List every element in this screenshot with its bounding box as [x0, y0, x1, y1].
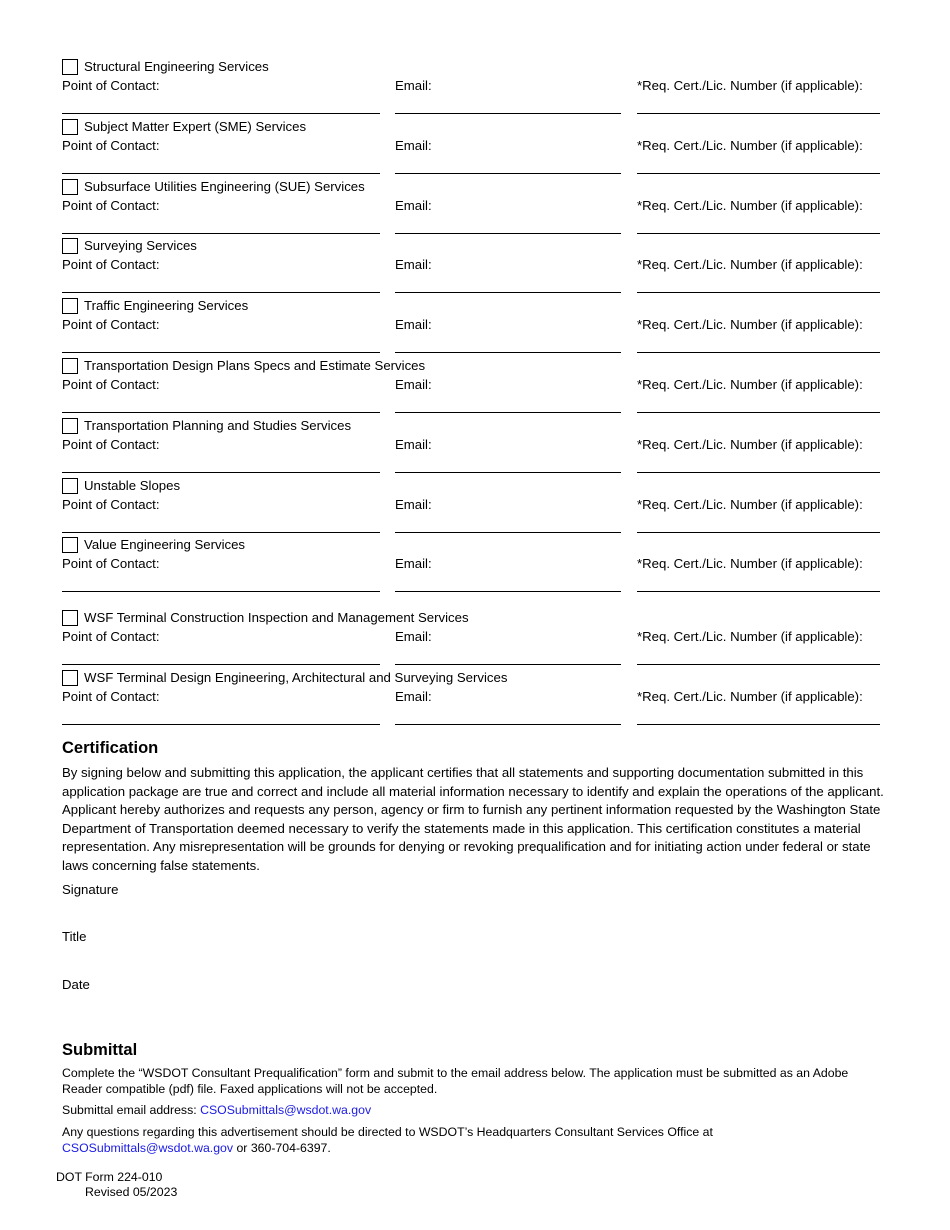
point-of-contact-label: Point of Contact:	[62, 497, 160, 512]
questions-text	[62, 1124, 862, 1156]
service-checkbox[interactable]	[62, 418, 78, 434]
cert-number-label: *Req. Cert./Lic. Number (if applicable):	[637, 198, 863, 213]
email-label: Email:	[395, 437, 432, 452]
submittal-email-line	[62, 1102, 862, 1118]
service-name: Surveying Services	[84, 238, 197, 253]
service-checkbox[interactable]	[62, 238, 78, 254]
point-of-contact-input[interactable]	[62, 334, 380, 353]
point-of-contact-input[interactable]	[62, 454, 380, 473]
point-of-contact-label: Point of Contact:	[62, 257, 160, 272]
cert-number-input[interactable]	[637, 646, 880, 665]
service-name: Transportation Design Plans Specs and Estimate Services	[84, 358, 426, 373]
service-checkbox[interactable]	[62, 610, 78, 626]
cert-number-label: *Req. Cert./Lic. Number (if applicable):	[637, 257, 863, 272]
email-label: Email:	[395, 629, 432, 644]
submittal-heading: Submittal	[62, 1041, 138, 1059]
point-of-contact-input[interactable]	[62, 514, 380, 533]
email-label: Email:	[395, 78, 432, 93]
questions-suffix: or 360-704-6397.	[233, 1141, 331, 1155]
cert-number-label: *Req. Cert./Lic. Number (if applicable):	[637, 377, 863, 392]
service-checkbox[interactable]	[62, 478, 78, 494]
cert-number-input[interactable]	[637, 274, 880, 293]
email-label: Email:	[395, 689, 432, 704]
email-label: Email:	[395, 556, 432, 571]
service-checkbox[interactable]	[62, 119, 78, 135]
email-label: Email:	[395, 317, 432, 332]
service-row	[0, 670, 950, 740]
service-name: Subject Matter Expert (SME) Services	[84, 119, 307, 134]
service-checkbox[interactable]	[62, 537, 78, 553]
questions-prefix: Any questions regarding this advertisement should be directed to WSDOT’s Headquarters Consultant Services Office at	[62, 1125, 713, 1139]
cert-number-input[interactable]	[637, 334, 880, 353]
cert-number-label: *Req. Cert./Lic. Number (if applicable):	[637, 437, 863, 452]
service-row	[0, 537, 950, 607]
title-label: Title	[62, 929, 87, 944]
submittal-email-label: Submittal email address:	[62, 1103, 201, 1117]
email-input[interactable]	[395, 706, 621, 725]
email-label: Email:	[395, 138, 432, 153]
point-of-contact-input[interactable]	[62, 274, 380, 293]
email-input[interactable]	[395, 334, 621, 353]
email-label: Email:	[395, 377, 432, 392]
service-checkbox[interactable]	[62, 179, 78, 195]
point-of-contact-label: Point of Contact:	[62, 377, 160, 392]
service-name: Subsurface Utilities Engineering (SUE) Services	[84, 179, 365, 194]
cert-number-label: *Req. Cert./Lic. Number (if applicable):	[637, 497, 863, 512]
point-of-contact-input[interactable]	[62, 706, 380, 725]
point-of-contact-label: Point of Contact:	[62, 556, 160, 571]
cert-number-input[interactable]	[637, 394, 880, 413]
email-label: Email:	[395, 198, 432, 213]
point-of-contact-label: Point of Contact:	[62, 138, 160, 153]
questions-email-link[interactable]: CSOSubmittals@wsdot.wa.gov	[62, 1141, 234, 1155]
email-input[interactable]	[395, 394, 621, 413]
point-of-contact-label: Point of Contact:	[62, 629, 160, 644]
cert-number-input[interactable]	[637, 514, 880, 533]
point-of-contact-input[interactable]	[62, 95, 380, 114]
cert-number-label: *Req. Cert./Lic. Number (if applicable):	[637, 78, 863, 93]
email-input[interactable]	[395, 215, 621, 234]
signature-label: Signature	[62, 882, 119, 897]
point-of-contact-label: Point of Contact:	[62, 689, 160, 704]
point-of-contact-input[interactable]	[62, 155, 380, 174]
email-input[interactable]	[395, 514, 621, 533]
cert-number-input[interactable]	[637, 155, 880, 174]
point-of-contact-label: Point of Contact:	[62, 437, 160, 452]
service-checkbox[interactable]	[62, 59, 78, 75]
cert-number-label: *Req. Cert./Lic. Number (if applicable):	[637, 689, 863, 704]
cert-number-input[interactable]	[637, 706, 880, 725]
service-name: WSF Terminal Design Engineering, Architectural and Surveying Services	[84, 670, 508, 685]
email-input[interactable]	[395, 95, 621, 114]
service-name: Traffic Engineering Services	[84, 298, 249, 313]
email-input[interactable]	[395, 155, 621, 174]
point-of-contact-input[interactable]	[62, 394, 380, 413]
submittal-email-link[interactable]: CSOSubmittals@wsdot.wa.gov	[200, 1103, 372, 1117]
point-of-contact-input[interactable]	[62, 646, 380, 665]
email-label: Email:	[395, 497, 432, 512]
service-name: Transportation Planning and Studies Services	[84, 418, 352, 433]
email-label: Email:	[395, 257, 432, 272]
cert-number-input[interactable]	[637, 95, 880, 114]
point-of-contact-label: Point of Contact:	[62, 317, 160, 332]
cert-number-label: *Req. Cert./Lic. Number (if applicable):	[637, 556, 863, 571]
submittal-text: Complete the “WSDOT Consultant Prequalification” form and submit to the email address below. The application must be submitted as an Adobe Reader compatible (pdf) file. Faxed applications will not be accepted.	[62, 1066, 849, 1096]
date-label: Date	[62, 977, 90, 992]
certification-heading: Certification	[62, 739, 159, 757]
certification-text: By signing below and submitting this application, the applicant certifies that all statements and supporting documentation submitted in this application package are true and correct and include all material information necessary to identify and explain the operations of the applicant. Applicant hereby authorizes and requests any person, agency or firm to furnish any pertinent information requested by the Washington State Department of Transportation deemed necessary to verify the statements made in this application. This certification constitutes a material representation. Any misrepresentation will be grounds for denying or revoking prequalification and for initiating action under federal or state laws concerning false statements.	[62, 765, 884, 873]
cert-number-input[interactable]	[637, 573, 880, 592]
email-input[interactable]	[395, 454, 621, 473]
cert-number-label: *Req. Cert./Lic. Number (if applicable):	[637, 138, 863, 153]
cert-number-label: *Req. Cert./Lic. Number (if applicable):	[637, 629, 863, 644]
cert-number-label: *Req. Cert./Lic. Number (if applicable):	[637, 317, 863, 332]
point-of-contact-input[interactable]	[62, 215, 380, 234]
service-name: Unstable Slopes	[84, 478, 181, 493]
form-number: DOT Form 224-010	[56, 1170, 163, 1184]
point-of-contact-input[interactable]	[62, 573, 380, 592]
email-input[interactable]	[395, 274, 621, 293]
service-checkbox[interactable]	[62, 358, 78, 374]
service-checkbox[interactable]	[62, 298, 78, 314]
form-footer	[56, 1170, 177, 1200]
service-name: Value Engineering Services	[84, 537, 246, 552]
point-of-contact-label: Point of Contact:	[62, 198, 160, 213]
point-of-contact-label: Point of Contact:	[62, 78, 160, 93]
email-input[interactable]	[395, 573, 621, 592]
revised-date: Revised 05/2023	[85, 1185, 178, 1199]
service-checkbox[interactable]	[62, 670, 78, 686]
email-input[interactable]	[395, 646, 621, 665]
cert-number-input[interactable]	[637, 215, 880, 234]
service-name: Structural Engineering Services	[84, 59, 269, 74]
cert-number-input[interactable]	[637, 454, 880, 473]
service-name: WSF Terminal Construction Inspection and Management Services	[84, 610, 469, 625]
